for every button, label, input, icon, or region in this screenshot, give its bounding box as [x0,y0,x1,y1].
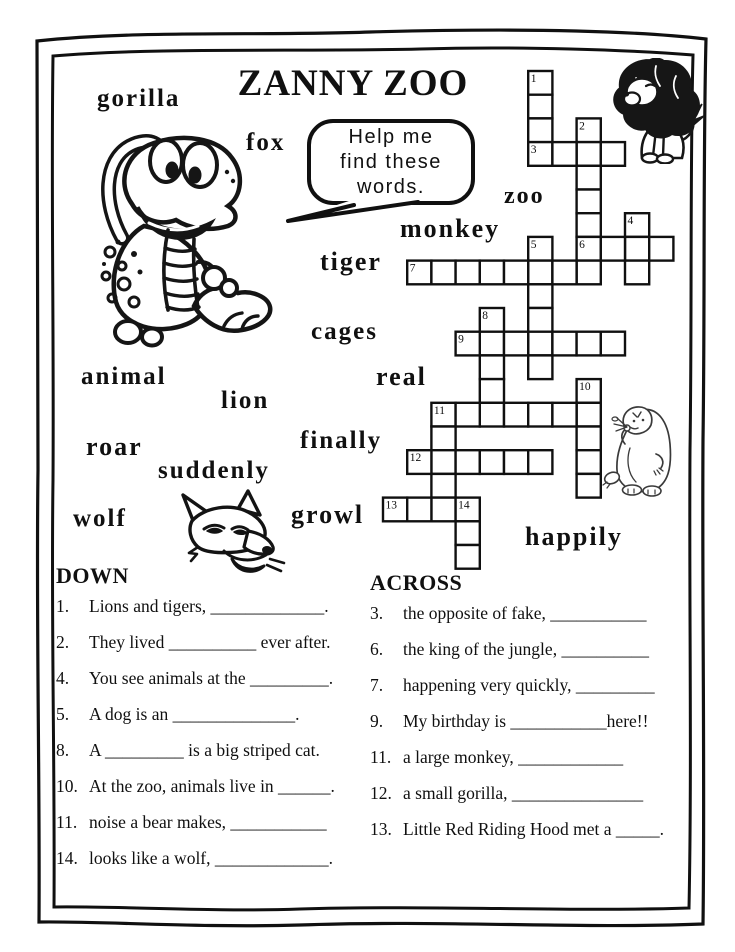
clue-number: 2. [56,632,70,652]
page-title: ZANNY ZOO [237,63,469,104]
clue-number: 1. [56,596,70,616]
crossword-cell[interactable] [552,332,576,356]
crossword-cell[interactable] [649,237,673,261]
across-clue-item [370,783,710,803]
crossword-cell[interactable] [528,284,552,308]
clue-text: Little Red Riding Hood met a _____. [403,819,665,839]
word-bank-item: zoo [504,183,545,209]
crossword-cell[interactable] [480,379,504,403]
crossword-cell[interactable] [577,166,601,190]
down-clue-item [56,740,366,760]
crossword-cell[interactable] [480,403,504,427]
crossword-cell[interactable] [577,474,601,498]
crossword-cell-number: 6 [579,238,585,251]
crossword-cell[interactable] [577,403,601,427]
speech-bubble [307,119,475,205]
crossword-cell[interactable] [552,142,576,166]
crossword-cell[interactable] [504,403,528,427]
clue-text: the opposite of fake, ___________ [403,603,647,623]
down-header: DOWN [56,563,129,588]
word-bank-item: suddenly [158,457,270,484]
clue-text: the king of the jungle, __________ [403,639,649,659]
clue-text: a small gorilla, _______________ [403,783,644,803]
clue-number: 14. [56,848,78,868]
word-bank-item: wolf [73,505,127,532]
across-header: ACROSS [370,570,463,595]
crossword-cell[interactable] [456,450,480,474]
word-bank-item: tiger [320,247,382,276]
crossword-cell[interactable] [577,332,601,356]
crossword-cell-number: 9 [458,333,464,346]
crossword-cell[interactable] [528,261,552,285]
word-bank-item: gorilla [97,85,181,112]
crossword-cell[interactable] [456,403,480,427]
down-clue-item [56,704,366,724]
crossword-cell[interactable] [431,474,455,498]
crossword-cell[interactable] [552,403,576,427]
speech-bubble-line: Help me [348,125,434,148]
crossword-cell[interactable] [577,213,601,237]
down-clue-list [56,596,366,868]
across-clue-item [370,711,710,731]
clue-text: At the zoo, animals live in ______. [89,776,335,796]
clue-number: 10. [56,776,78,796]
crossword-cell[interactable] [407,498,431,522]
across-clue-item [370,675,710,695]
crossword-cell[interactable] [528,308,552,332]
crossword-cell[interactable] [431,427,455,451]
crossword-cell[interactable] [601,237,625,261]
clue-text: My birthday is ___________here!! [403,711,649,731]
clue-number: 11. [56,812,78,832]
crossword-cell-number: 11 [433,404,445,417]
crossword-cell-number: 1 [530,73,537,85]
crossword-cell-number: 13 [385,499,397,512]
word-bank-item: real [376,362,427,391]
clue-number: 8. [56,740,70,760]
crossword-cell[interactable] [601,332,625,356]
crossword-cell[interactable] [431,261,455,285]
crossword-cell[interactable] [528,118,552,142]
down-clue-item [56,812,366,832]
speech-bubble-line: find these [340,150,442,173]
word-bank-item: finally [300,427,383,454]
crossword-cell[interactable] [577,427,601,451]
down-clue-item [56,848,366,868]
clue-text: Lions and tigers, _____________. [89,596,329,616]
clue-text: A dog is an ______________. [89,704,300,724]
across-clue-list [370,603,710,839]
crossword-cell[interactable] [456,521,480,545]
word-bank-item: animal [81,363,167,390]
crossword-cell[interactable] [456,261,480,285]
clue-number: 7. [370,675,384,695]
crossword-cell[interactable] [480,261,504,285]
clue-text: You see animals at the _________. [89,668,334,688]
crossword-cell[interactable] [577,450,601,474]
crossword-cell[interactable] [431,450,455,474]
across-clues-section [370,570,710,855]
down-clue-item [56,596,366,616]
clue-number: 12. [370,783,392,803]
word-bank-item: happily [525,522,623,551]
clue-text: noise a bear makes, ___________ [89,812,327,832]
speech-bubble-line: words. [357,175,425,198]
clue-number: 3. [370,603,384,623]
down-clue-item [56,668,366,688]
across-clue-item [370,819,710,839]
clue-number: 5. [56,704,70,724]
crossword-cell[interactable] [504,450,528,474]
crossword-cell[interactable] [480,355,504,379]
across-clue-item [370,639,710,659]
word-bank-item: cages [311,318,378,345]
speech-bubble-tail [268,196,428,228]
crossword-cell-number: 14 [458,499,470,512]
crossword-cell[interactable] [480,332,504,356]
clue-number: 6. [370,639,384,659]
word-bank-item: roar [86,432,143,461]
crossword-cell[interactable] [552,261,576,285]
crossword-cell-number: 2 [579,120,585,133]
crossword-cell[interactable] [625,261,649,285]
clue-number: 11. [370,747,392,767]
crossword-cell[interactable] [601,142,625,166]
word-bank-item: lion [221,387,270,414]
down-clue-item [56,632,366,652]
down-clues-section [56,563,366,884]
crossword-cell[interactable] [456,545,480,569]
crossword-cell[interactable] [577,142,601,166]
word-bank-item: monkey [400,214,501,243]
clue-text: A _________ is a big striped cat. [89,740,320,760]
clue-number: 9. [370,711,384,731]
crossword-cell[interactable] [431,498,455,522]
crossword-cell[interactable] [528,450,552,474]
crossword-cell[interactable] [528,95,552,119]
crossword-cell-number: 4 [627,215,634,228]
crossword-cell-number: 10 [579,381,591,394]
crossword-cell[interactable] [528,403,552,427]
crossword-cell[interactable] [577,190,601,214]
crossword-cell[interactable] [528,332,552,356]
down-clue-item [56,776,366,796]
clue-text: looks like a wolf, _____________. [89,848,334,868]
crossword-cell[interactable] [528,355,552,379]
speech-bubble-text [340,125,442,200]
crossword-cell[interactable] [480,450,504,474]
crossword-cell-number: 3 [530,144,537,157]
crossword-cell-number: 12 [409,452,422,465]
crossword-cell-number: 8 [482,310,489,322]
clue-text: They lived __________ ever after. [89,632,331,652]
crossword-cell[interactable] [504,261,528,285]
across-clue-item [370,747,710,767]
clue-number: 13. [370,819,392,839]
across-clue-item [370,603,710,623]
crossword-cell-number: 5 [530,238,537,251]
clue-text: a large monkey, ____________ [403,747,624,767]
crossword-cell[interactable] [625,237,649,261]
crossword-cell-number: 7 [409,262,416,275]
clue-text: happening very quickly, _________ [403,675,655,695]
crossword-cell[interactable] [577,261,601,285]
crossword-cell[interactable] [504,332,528,356]
word-bank-item: fox [246,129,286,156]
word-bank-item: growl [291,500,365,529]
clue-number: 4. [56,668,70,688]
